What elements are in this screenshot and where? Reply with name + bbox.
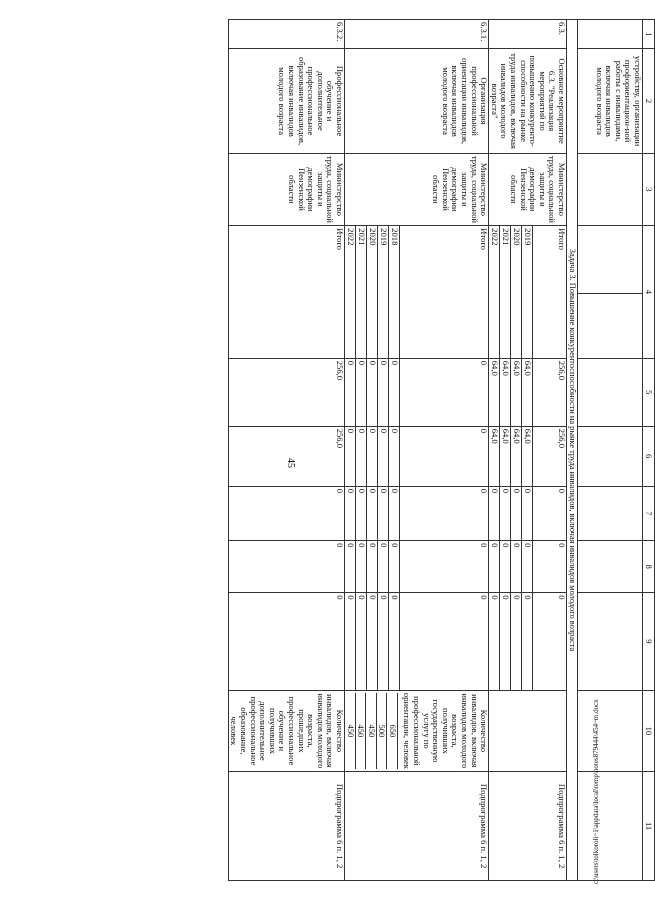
- year-cell: 2022: [344, 226, 355, 359]
- value-c8: 0: [399, 541, 488, 593]
- year-cell: 2019: [522, 226, 533, 359]
- section-executor: Министерство труда, социальной защиты и демографии Пензенской области: [344, 153, 488, 226]
- cont-name: устройству, организации профориентацион-ной работы с инвалидами, включая инвалидов молодого возраста: [578, 49, 643, 153]
- value-c6: 64,0: [522, 426, 533, 486]
- header-col-3: 3: [643, 153, 655, 226]
- section-number: 6.3.2.: [228, 20, 344, 49]
- value-c6: 0: [399, 426, 488, 486]
- section-row-6.3.: [533, 20, 567, 881]
- value-c9: 0: [355, 593, 366, 690]
- value-c9: 0: [366, 593, 377, 690]
- value-c9: 0: [500, 593, 511, 690]
- year-cell: Итого: [399, 226, 488, 359]
- cont-empty: [578, 358, 643, 426]
- value-c5: 0: [377, 358, 388, 426]
- header-col-8: 8: [643, 541, 655, 593]
- value-c8: 0: [355, 541, 366, 593]
- cont-num: [578, 20, 643, 49]
- value-c6: 0: [366, 426, 377, 486]
- year-cell: 2021: [355, 226, 366, 359]
- value-c8: 0: [511, 541, 522, 593]
- section-number: 6.3.1.: [344, 20, 488, 49]
- value-c8: 0: [533, 541, 567, 593]
- value-c5: 0: [388, 358, 399, 426]
- section-row-6.3.2.: [228, 20, 344, 881]
- header-col-4: 4: [643, 226, 655, 359]
- cont-empty: [578, 226, 643, 294]
- program-ref: Подпрограмма 6 п. 1, 2: [344, 772, 488, 881]
- indicator-targets: [345, 693, 398, 770]
- value-c9: 0: [388, 593, 399, 690]
- page-number: 45: [285, 458, 296, 468]
- cont-empty: [578, 486, 643, 540]
- section-executor: Министерство труда, социальной защиты и демографии Пензенской области: [489, 153, 567, 226]
- indicator-target-value: 500: [377, 693, 388, 770]
- value-c5: 0: [344, 358, 355, 426]
- value-c9: 0: [228, 593, 344, 690]
- program-table: [80, 19, 655, 881]
- value-c6: 0: [388, 426, 399, 486]
- value-c7: 0: [228, 486, 344, 540]
- value-c5: 64,0: [511, 358, 522, 426]
- value-c9: 0: [489, 593, 500, 690]
- cont-empty-last: [578, 772, 643, 881]
- section-row-6.3.1.: [399, 20, 488, 881]
- task-heading-row: [567, 20, 578, 881]
- value-c8: 0: [500, 541, 511, 593]
- footer-file-path: c:\users\tolkoroli~1\appdata\local\temp\notes879444\454~m.docx: [592, 699, 600, 884]
- section-number: 6.3.: [489, 20, 567, 49]
- value-c5: 256,0: [228, 358, 344, 426]
- cont-empty: [578, 690, 643, 772]
- value-c6: 64,0: [489, 426, 500, 486]
- cont-empty: [578, 426, 643, 486]
- cont-empty: [578, 294, 643, 359]
- value-c8: 0: [489, 541, 500, 593]
- value-c5: 0: [355, 358, 366, 426]
- indicator-target-value: 450: [345, 693, 356, 770]
- value-c7: 0: [377, 486, 388, 540]
- value-c7: 0: [511, 486, 522, 540]
- header-col-9: 9: [643, 593, 655, 690]
- header-col-2: 2: [643, 49, 655, 153]
- year-cell: 2022: [489, 226, 500, 359]
- value-c6: 0: [377, 426, 388, 486]
- header-col-10: 10: [643, 690, 655, 772]
- activities-table: [228, 19, 655, 881]
- value-c9: 0: [344, 593, 355, 690]
- task-heading: Задача 3. Повышение конкурентоспособности на рынке труда инвалидов, включая инвалидов молодого возраста: [567, 20, 578, 881]
- value-c8: 0: [228, 541, 344, 593]
- header-col-5: 5: [643, 358, 655, 426]
- continuation-row: [578, 20, 643, 881]
- value-c7: 0: [388, 486, 399, 540]
- year-cell: 2019: [377, 226, 388, 359]
- year-cell: 2018: [388, 226, 399, 359]
- value-c8: 0: [366, 541, 377, 593]
- value-c7: 0: [399, 486, 488, 540]
- year-cell: 2020: [511, 226, 522, 359]
- value-c7: 0: [533, 486, 567, 540]
- year-cell: Итого: [228, 226, 344, 359]
- value-c7: 0: [355, 486, 366, 540]
- value-c9: 0: [511, 593, 522, 690]
- cont-empty: [578, 153, 643, 226]
- value-c8: 0: [522, 541, 533, 593]
- value-c5: 256,0: [533, 358, 567, 426]
- value-c7: 0: [522, 486, 533, 540]
- year-cell: Итого: [533, 226, 567, 359]
- value-c8: 0: [344, 541, 355, 593]
- value-c7: 0: [500, 486, 511, 540]
- cont-empty: [578, 593, 643, 690]
- year-cell: 2021: [500, 226, 511, 359]
- value-c6: 64,0: [500, 426, 511, 486]
- indicator-target-value: 650: [387, 693, 398, 770]
- header-numbers-row: [643, 20, 655, 881]
- program-ref: Подпрограмма 6 п. 1, 2: [489, 772, 567, 881]
- indicator-target-value: 450: [356, 693, 367, 770]
- value-c7: 0: [489, 486, 500, 540]
- value-c6: 64,0: [511, 426, 522, 486]
- value-c9: 0: [522, 593, 533, 690]
- section-name: Организация профессиональной ориентации инвалидов, включая инвалидов молодого возраста: [344, 49, 488, 153]
- value-c8: 0: [388, 541, 399, 593]
- indicator-text: Количество инвалидов, включая инвалидов молодого возраста, получивших государственную услугу по профессиональной ориентации, человек 650 500 450 450 450: [344, 690, 488, 772]
- indicator-text: [489, 690, 567, 772]
- year-cell: 2020: [366, 226, 377, 359]
- value-c5: 64,0: [522, 358, 533, 426]
- indicator-target-value: 450: [366, 693, 377, 770]
- value-c7: 0: [344, 486, 355, 540]
- value-c9: 0: [377, 593, 388, 690]
- header-col-6: 6: [643, 426, 655, 486]
- value-c6: 0: [344, 426, 355, 486]
- header-col-1: 1: [643, 20, 655, 49]
- section-name: Основное мероприятие 6.3. "Реализация мероприятий по повышению конкуренто-способности на рынке труда инвалидов, включая инвалидов молодого возраста": [489, 49, 567, 153]
- value-c6: 0: [355, 426, 366, 486]
- header-col-7: 7: [643, 486, 655, 540]
- value-c6: 256,0: [228, 426, 344, 486]
- program-ref: Подпрограмма 6 п. 1, 2: [228, 772, 344, 881]
- value-c9: 0: [533, 593, 567, 690]
- value-c9: 0: [399, 593, 488, 690]
- value-c6: 256,0: [533, 426, 567, 486]
- section-name: Профессиональное обучение и дополнительное профессиональное образование инвалидов, включая инвалидов молодого возраста: [228, 49, 344, 153]
- header-col-11: 11: [643, 772, 655, 881]
- value-c5: 64,0: [489, 358, 500, 426]
- value-c5: 64,0: [500, 358, 511, 426]
- value-c8: 0: [377, 541, 388, 593]
- cont-empty: [578, 541, 643, 593]
- indicator-text: Количество инвалидов, включая инвалидов молодого возраста, прошедших профессиональное обучение и получивших дополнительное профессиональное образование, человек: [228, 690, 344, 772]
- value-c5: 0: [366, 358, 377, 426]
- section-executor: Министерство труда, социальной защиты и демографии Пензенской области: [228, 153, 344, 226]
- value-c7: 0: [366, 486, 377, 540]
- value-c5: 0: [399, 358, 488, 426]
